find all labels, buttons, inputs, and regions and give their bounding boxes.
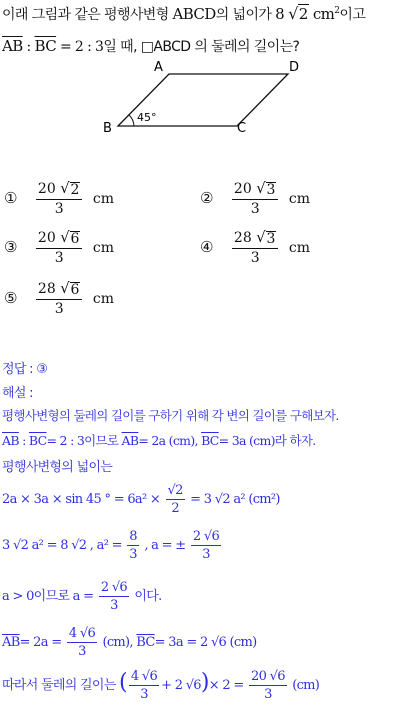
vertex-label-c: C (237, 121, 247, 136)
area-value: 8 √ 2 $cm^2$ (275, 4, 340, 23)
vertex-label-a: A (154, 60, 163, 75)
question-text: 의 넓이가 (215, 7, 272, 23)
solution-line-6: a > 0이므로 a = $\frac{2 √6}{3}$ 이다. (2, 580, 162, 613)
solution-line-3: 평행사변형의 넓이는 (2, 460, 113, 475)
option-2[interactable]: ② 20 √ 3 3 cm (200, 180, 311, 217)
option-4[interactable]: ④ 28 √ 3 3 cm (200, 229, 311, 266)
question-text: 일 때, □ABCD 의 둘레의 길이는? (103, 39, 300, 55)
angle-label: 45° (137, 111, 157, 124)
solution-heading: 해설 : (2, 386, 33, 401)
option-3[interactable]: ③ 20 √ 6 3 cm (4, 229, 115, 266)
question-line-2: $\overline{AB}$ : $\overline{BC} = 2$ : 3일 때, □ABCD 의 둘레의 길이는? (2, 37, 300, 55)
parallelogram-figure (90, 58, 320, 148)
question-text: 이고 (339, 7, 366, 23)
solution-line-7: $\overline{AB}= 2a$ = $\frac{4 √6}{3}$ (cm), $\overline{BC}= 3a = 2$ √6 (cm) (2, 626, 257, 659)
solution-line-2: $\overline{AB}$ : $\overline{BC}= 2$ : 3이므로 $\overline{AB}= 2a$ (cm), $\overline{BC}= 3a$ (cm)라 하자. (2, 433, 316, 448)
solution-line-1: 평행사변형의 둘레의 길이를 구하기 위해 각 변의 길이를 구해보자. (2, 408, 339, 423)
ratio: = 2 : 3 (59, 39, 104, 55)
solution-line-5: 3 √2 a² = 8 √2 , a² = $\frac{8}{3}$ , a = ± $\frac{2 √6}{3}$ (2, 529, 220, 562)
answer-line: 정답 : ③ (2, 362, 48, 377)
vertex-label-b: B (103, 121, 112, 136)
option-5[interactable]: ⑤ 28 √ 6 3 cm (4, 280, 115, 317)
question-text: 이래 그림과 같은 평행사변형 (2, 7, 169, 23)
segment-bc: $\overline{BC}$ (34, 37, 57, 55)
segment-ab: $\overline{AB}$ (2, 37, 23, 55)
question-line-1 (2, 4, 365, 24)
option-1[interactable]: ① 20 √ 2 3 cm (4, 180, 115, 217)
shape-name: ABCD (172, 5, 216, 23)
solution-line-8: 따라서 둘레의 길이는 ( $\frac{4 √6}{3}$ + 2 √6)× 2 = $\frac{20 √6}{3}$ (cm) (2, 669, 320, 702)
angle-arc (129, 115, 134, 126)
solution-line-4: 2a × 3a × sin 45 ° = 6a² × $\frac{√2}{2}$ = 3 √2 a² (cm²) (2, 483, 280, 516)
vertex-label-d: D (289, 60, 300, 75)
